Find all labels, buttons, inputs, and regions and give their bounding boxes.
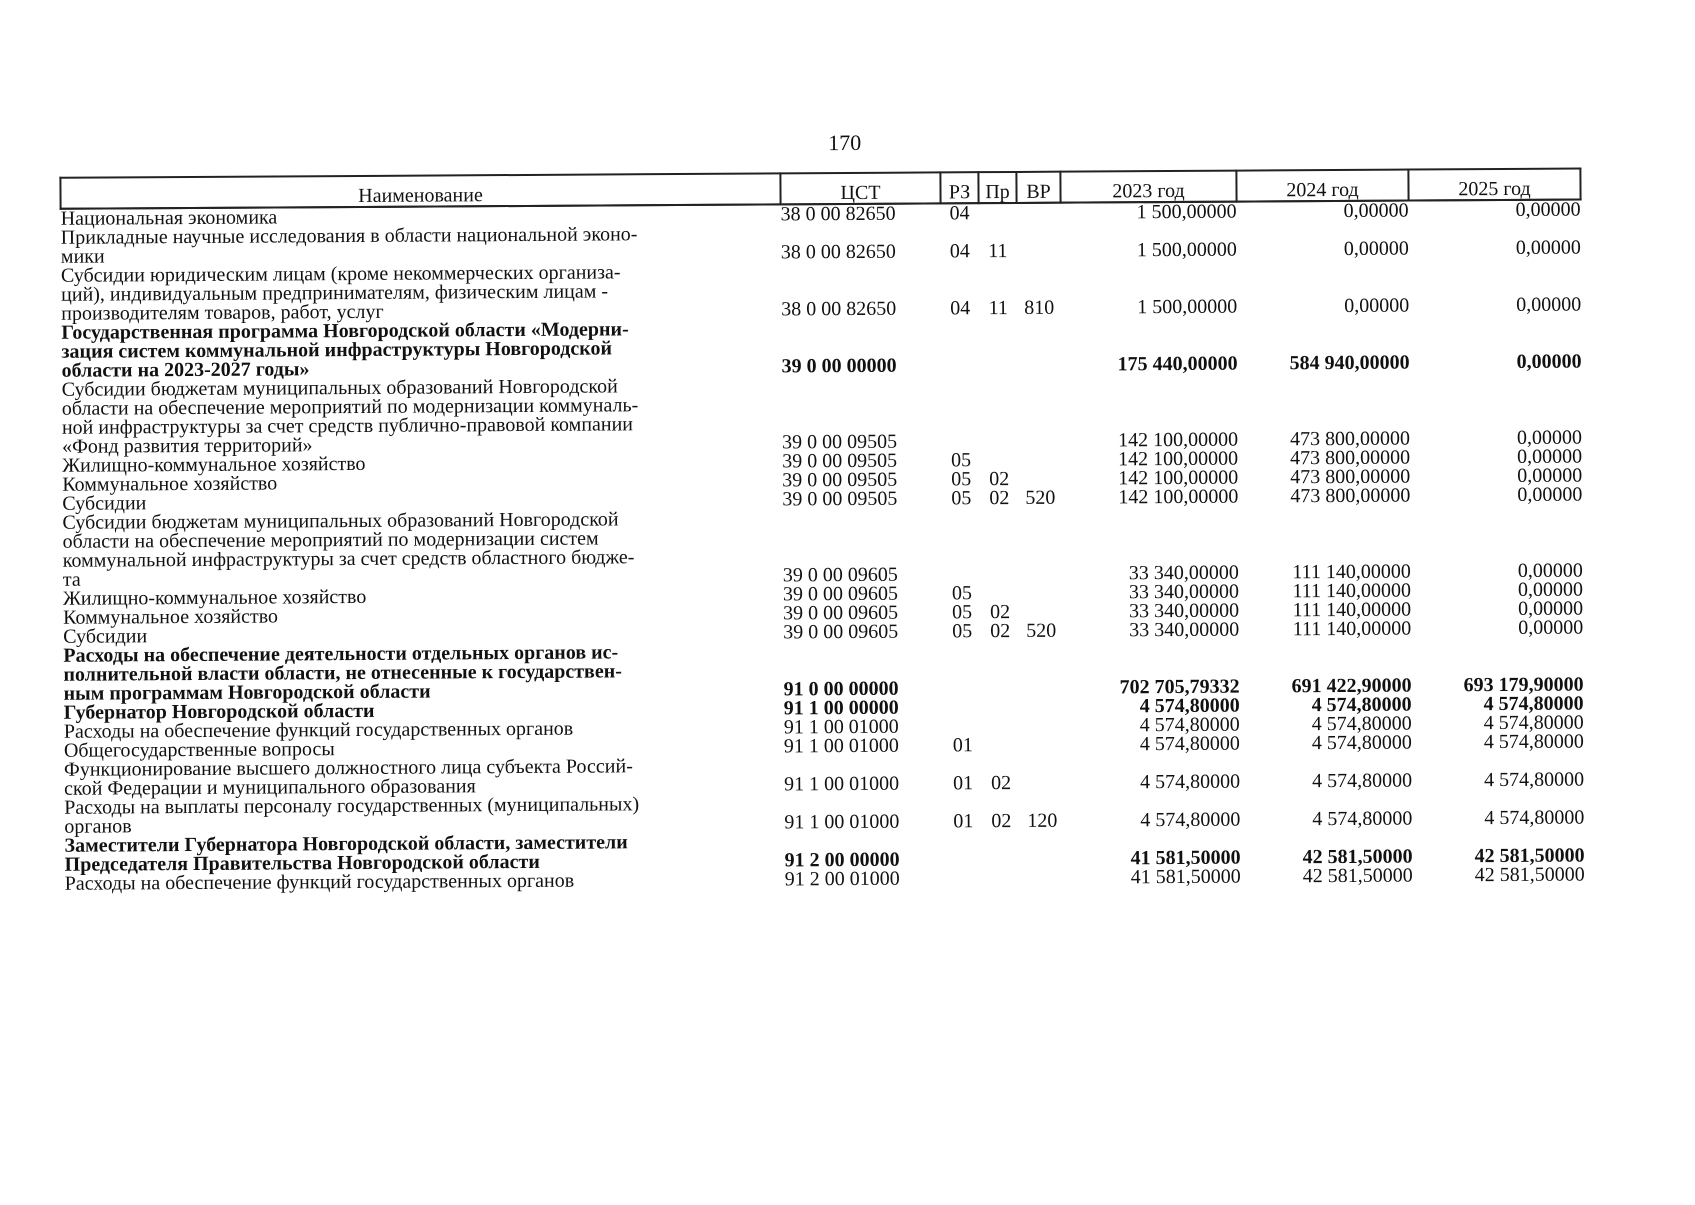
- row-pr: 02: [989, 468, 1010, 491]
- header-name: Наименование: [60, 173, 780, 208]
- row-2024: 42 581,50000: [1302, 845, 1413, 869]
- row-2024: 111 140,00000: [1292, 579, 1412, 603]
- row-2023: 4 574,80000: [1139, 694, 1240, 718]
- row-vr: 520: [1025, 486, 1056, 509]
- row-vr: [1019, 584, 1063, 603]
- header-rz: РЗ: [940, 172, 978, 203]
- row-name: Субсидии: [62, 492, 147, 515]
- row-cst: 39 0 00 09505: [782, 487, 898, 511]
- row-cst: 91 2 00 00000: [784, 848, 900, 872]
- row-cst: 38 0 00 82650: [781, 297, 897, 321]
- row-2023: 33 340,00000: [1129, 599, 1240, 623]
- row-2023: 33 340,00000: [1128, 580, 1240, 604]
- row-vr: [1021, 869, 1065, 888]
- row-name: Субсидии юридическим лицам (кроме некоммерческих организа- ций), индивидуальным предпринимателям, физическим лицам - производителям товаров, работ, услуг: [60, 261, 621, 325]
- table-row: [61, 315, 1581, 381]
- row-rz: 04: [950, 297, 971, 320]
- row-2025: 4 574,80000: [1484, 806, 1585, 830]
- row-rz: [945, 869, 983, 888]
- row-cst: 91 1 00 00000: [783, 696, 899, 720]
- row-2024: 42 581,50000: [1302, 864, 1413, 888]
- row-2024: 111 140,00000: [1292, 560, 1411, 584]
- row-cst: 38 0 00 82650: [780, 240, 896, 264]
- row-pr: [981, 641, 1019, 698]
- row-2024: 473 800,00000: [1290, 446, 1411, 470]
- row-rz: [944, 831, 982, 869]
- row-pr: [983, 869, 1021, 888]
- row-2023: 33 340,00000: [1128, 561, 1239, 585]
- header-2023: 2023 год: [1060, 171, 1236, 203]
- row-2023: 142 100,00000: [1118, 447, 1239, 471]
- table-row: [61, 258, 1581, 324]
- row-name: Государственная программа Новгородской области «Модерни- зация систем коммунальной инфраструктуры Новгородской области на 2023-2027 годы»: [61, 318, 629, 382]
- table-row: [62, 505, 1582, 590]
- row-2025: 0,00000: [1517, 483, 1583, 506]
- row-cst: 38 0 00 82650: [780, 202, 896, 226]
- row-name: Субсидии бюджетам муниципальных образований Новгородской области на обеспечение мероприятий по модернизации систем коммунальной инфраструктуры за счет средств областного бюдже- та: [62, 508, 635, 591]
- row-cst: 39 0 00 09605: [783, 620, 899, 644]
- row-rz: 04: [949, 240, 970, 263]
- row-cst: 39 0 00 09605: [783, 601, 899, 625]
- row-cst: 39 0 00 09605: [782, 563, 898, 587]
- row-rz: 05: [952, 620, 973, 643]
- row-2023: 41 581,50000: [1130, 846, 1241, 870]
- row-name: Жилищно-коммунальное хозяйство: [62, 452, 366, 477]
- row-2024: 111 140,00000: [1292, 598, 1412, 622]
- header-2025: 2025 год: [1408, 169, 1580, 201]
- header-vr: ВР: [1016, 172, 1060, 203]
- row-cst: 91 2 00 01000: [784, 867, 900, 891]
- page-number: 170: [828, 129, 862, 156]
- row-2025: 0,00000: [1516, 293, 1582, 316]
- row-2025: 4 574,80000: [1483, 730, 1584, 754]
- row-rz: 05: [951, 468, 972, 491]
- row-vr: [1017, 203, 1061, 223]
- row-pr: [982, 831, 1020, 869]
- row-vr: 520: [1026, 619, 1057, 642]
- row-2025: 0,00000: [1517, 578, 1584, 601]
- row-pr: 02: [991, 810, 1012, 833]
- row-2023: 1 500,00000: [1136, 238, 1237, 262]
- row-name: Расходы на обеспечение деятельности отдельных органов ис- полнительной власти области, не отнесенные к государствен- ным программам Новгородской области: [63, 641, 622, 705]
- row-2023: 175 440,00000: [1117, 352, 1238, 376]
- row-2024: 691 422,90000: [1291, 674, 1412, 698]
- row-2024: 0,00000: [1344, 294, 1410, 317]
- row-vr: 120: [1027, 809, 1058, 832]
- row-2024: 584 940,00000: [1289, 351, 1410, 375]
- row-2025: 4 574,80000: [1483, 692, 1584, 716]
- row-2023: 702 705,79332: [1119, 675, 1240, 699]
- row-name: Прикладные научные исследования в области национальной эконо- мики: [60, 223, 638, 268]
- row-name: Национальная экономика: [60, 206, 278, 230]
- row-pr: [982, 698, 1020, 717]
- row-pr: 11: [988, 240, 1008, 263]
- table-row: [61, 220, 1581, 267]
- row-name: Расходы на обеспечение функций государственных органов: [63, 717, 574, 743]
- row-rz: 04: [949, 202, 970, 225]
- row-name: Субсидии бюджетам муниципальных образований Новгородской области на обеспечение мероприятий по модернизации коммуналь- ной инфраструктуры за счет средств публично-правовой компании «Фонд развития территорий»: [61, 375, 639, 458]
- row-pr: 02: [990, 620, 1011, 643]
- row-rz: [942, 375, 980, 451]
- row-cst: 39 0 00 09505: [781, 430, 898, 454]
- row-cst: 39 0 00 09605: [782, 582, 899, 606]
- row-2025: 0,00000: [1516, 426, 1583, 449]
- row-name: Заместители Губернатора Новгородской области, заместители Председателя Правительства Новгородской области: [64, 831, 628, 876]
- row-cst: 39 0 00 09505: [782, 449, 898, 473]
- row-pr: 11: [988, 297, 1008, 320]
- table-row: [62, 372, 1582, 457]
- row-2025: 4 574,80000: [1484, 768, 1585, 792]
- row-2024: 4 574,80000: [1312, 807, 1413, 831]
- header-2024: 2024 год: [1236, 170, 1408, 202]
- row-2025: 42 581,50000: [1474, 844, 1585, 868]
- row-cst: 91 1 00 01000: [783, 715, 899, 739]
- row-2023: 4 574,80000: [1139, 732, 1240, 756]
- row-2025: 0,00000: [1515, 236, 1581, 259]
- row-rz: [943, 641, 981, 698]
- row-2023: 4 574,80000: [1140, 808, 1241, 832]
- row-vr: 810: [1024, 296, 1055, 319]
- row-2025: 0,00000: [1518, 616, 1584, 639]
- row-2024: 473 800,00000: [1289, 427, 1411, 451]
- row-2025: 0,00000: [1517, 445, 1583, 468]
- row-2024: 4 574,80000: [1311, 731, 1412, 755]
- row-vr: [1019, 641, 1063, 698]
- row-vr: [1020, 717, 1064, 736]
- row-2023: 1 500,00000: [1137, 295, 1238, 319]
- row-vr: [1017, 318, 1061, 375]
- row-rz: [941, 318, 979, 375]
- table-body: [61, 200, 1585, 894]
- row-rz: 05: [952, 601, 973, 624]
- table-row: [64, 790, 1584, 837]
- row-2024: 111 140,00000: [1292, 617, 1412, 641]
- row-vr: [1020, 698, 1064, 717]
- row-rz: 01: [952, 734, 973, 757]
- row-2023: 41 581,50000: [1130, 865, 1241, 889]
- row-cst: 39 0 00 00000: [781, 354, 897, 378]
- row-pr: 02: [989, 487, 1010, 510]
- row-2024: 473 800,00000: [1290, 484, 1411, 508]
- row-rz: [944, 698, 982, 717]
- row-vr: [1017, 223, 1061, 261]
- row-2024: 4 574,80000: [1311, 693, 1412, 717]
- row-rz: 01: [953, 810, 974, 833]
- row-vr: [1018, 508, 1062, 584]
- budget-table: [59, 168, 1585, 894]
- row-name: Расходы на выплаты персоналу государственных (муниципальных) органов: [64, 793, 640, 838]
- row-2024: 473 800,00000: [1290, 465, 1411, 489]
- row-2023: 4 574,80000: [1139, 713, 1240, 737]
- row-2023: 33 340,00000: [1129, 618, 1240, 642]
- row-cst: 91 1 00 01000: [784, 772, 900, 796]
- row-pr: [982, 736, 1020, 755]
- row-name: Функционирование высшего должностного лица субъекта Россий- ской Федерации и муниципального образования: [63, 755, 633, 800]
- row-cst: 39 0 00 09505: [782, 468, 898, 492]
- row-rz: 01: [953, 772, 974, 795]
- row-2024: 4 574,80000: [1312, 769, 1413, 793]
- row-2025: 693 179,90000: [1463, 673, 1584, 697]
- row-pr: [980, 375, 1018, 451]
- row-name: Губернатор Новгородской области: [63, 699, 375, 724]
- row-2023: 142 100,00000: [1118, 485, 1239, 509]
- row-name: Коммунальное хозяйство: [63, 605, 279, 629]
- row-2025: 4 574,80000: [1483, 711, 1584, 735]
- row-2024: 4 574,80000: [1311, 712, 1412, 736]
- row-cst: 91 1 00 01000: [783, 734, 899, 758]
- row-2023: 1 500,00000: [1136, 200, 1237, 224]
- row-name: Общегосударственные вопросы: [63, 738, 335, 762]
- row-pr: [982, 717, 1020, 736]
- row-name: Коммунальное хозяйство: [62, 472, 278, 496]
- row-2023: 4 574,80000: [1140, 770, 1241, 794]
- row-vr: [1018, 451, 1062, 470]
- row-2025: 0,00000: [1517, 559, 1583, 582]
- row-name: Субсидии: [63, 625, 148, 648]
- row-2024: 0,00000: [1343, 237, 1409, 260]
- row-pr: [979, 203, 1017, 223]
- row-pr: [980, 508, 1018, 584]
- row-2025: 0,00000: [1515, 198, 1581, 221]
- row-vr: [1018, 375, 1062, 451]
- header-cst: ЦСТ: [780, 172, 940, 204]
- row-name: Жилищно-коммунальное хозяйство: [62, 585, 367, 610]
- row-2023: 142 100,00000: [1118, 466, 1239, 490]
- row-vr: [1020, 755, 1064, 793]
- row-2025: 0,00000: [1516, 350, 1582, 373]
- row-pr: 02: [990, 601, 1011, 624]
- row-rz: 05: [951, 449, 972, 472]
- row-pr: 02: [991, 772, 1012, 795]
- row-vr: [1020, 736, 1064, 755]
- row-vr: [1020, 831, 1064, 869]
- row-rz: [942, 508, 980, 584]
- row-2025: 42 581,50000: [1474, 863, 1585, 887]
- row-2024: 0,00000: [1343, 199, 1409, 222]
- row-2025: 0,00000: [1517, 464, 1583, 487]
- table-row: [64, 752, 1584, 799]
- header-pr: Пр: [978, 172, 1016, 203]
- row-name: Расходы на обеспечение функций государственных органов: [64, 869, 575, 895]
- row-2023: 142 100,00000: [1117, 428, 1239, 452]
- row-cst: 91 0 00 00000: [783, 677, 899, 701]
- row-rz: 05: [951, 487, 972, 510]
- row-2025: 0,00000: [1517, 597, 1584, 620]
- row-rz: 05: [951, 582, 973, 605]
- row-pr: [979, 318, 1017, 375]
- row-cst: 91 1 00 01000: [784, 810, 900, 834]
